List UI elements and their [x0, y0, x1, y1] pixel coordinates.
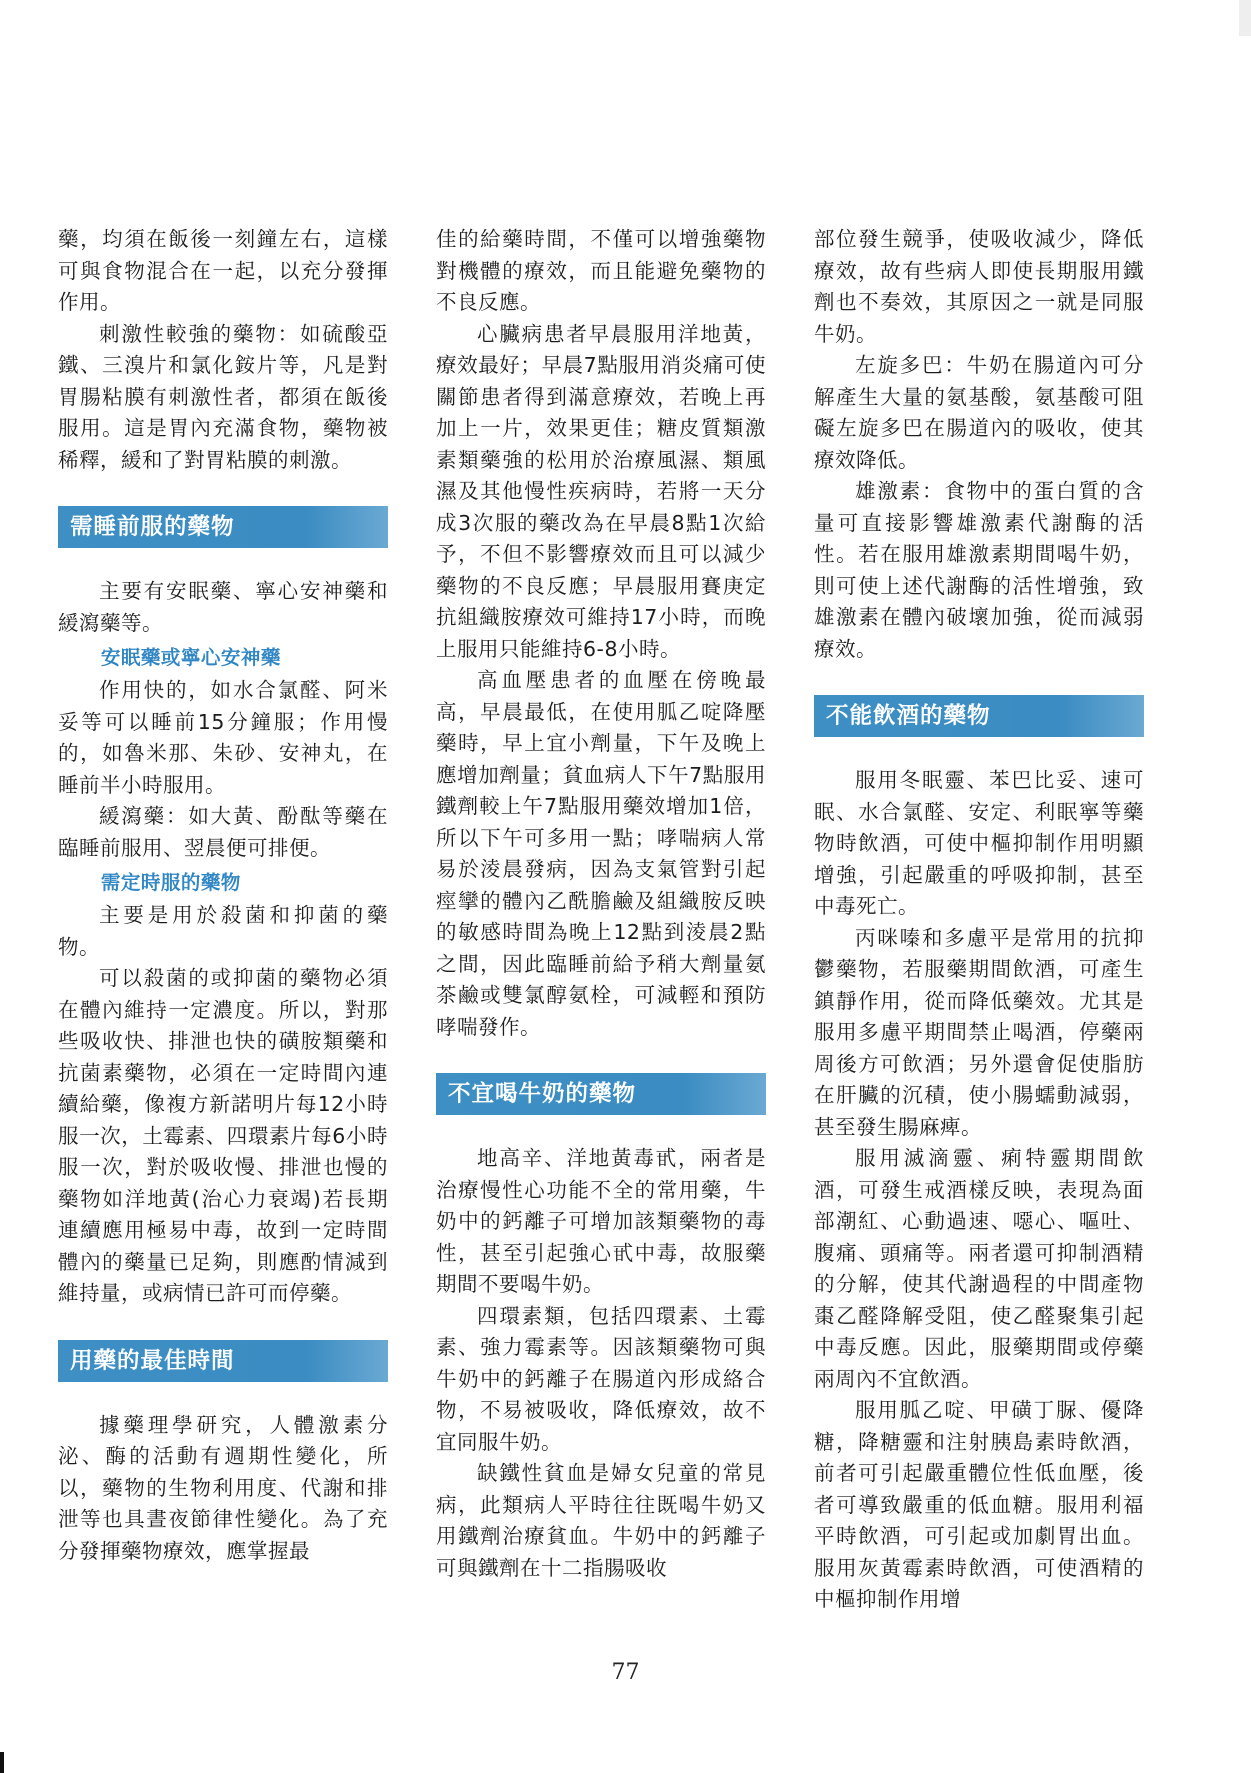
paragraph: 主要有安眠藥、寧心安神藥和緩瀉藥等。 [58, 579, 388, 635]
text-column-2 [436, 224, 766, 1584]
paragraph: 丙咪嗪和多慮平是常用的抗抑鬱藥物，若服藥期間飲酒，可產生鎮靜作用，從而降低藥效。尤其是服用多慮平期間禁止喝酒，停藥兩周後方可飲酒；另外還會促使脂肪在肝臟的沉積，使小腸蠕動減弱，甚至發生腸麻痺。 [814, 925, 1144, 1139]
paragraph: 部位發生競爭，使吸收減少，降低療效，故有些病人即使長期服用鐵劑也不奏效，其原因之一就是同服牛奶。 [814, 227, 1144, 346]
paragraph: 心臟病患者早晨服用洋地黃，療效最好；早晨7點服用消炎痛可使關節患者得到滿意療效，若晚上再加上一片，效果更佳；糖皮質類激素類藥強的松用於治療風濕、類風濕及其他慢性疾病時，若將一天分成3次服的藥改為在早晨8點1次給予，不但不影響療效而且可以減少藥物的不良反應；早晨服用賽庚定抗組織胺療效可維持17小時，而晚上服用只能維持6-8小時。 [436, 321, 766, 661]
page-number: 77 [611, 1660, 640, 1685]
page-corner-mark [1239, 0, 1251, 36]
paragraph: 藥，均須在飯後一刻鐘左右，這樣可與食物混合在一起，以充分發揮作用。 [58, 227, 388, 314]
paragraph: 作用快的，如水合氯醛、阿米妥等可以睡前15分鐘服；作用慢的，如魯米那、朱砂、安神丸，在睡前半小時服用。 [58, 678, 388, 797]
paragraph: 左旋多巴：牛奶在腸道內可分解產生大量的氨基酸，氨基酸可阻礙左旋多巴在腸道內的吸收，使其療效降低。 [814, 353, 1144, 472]
paragraph: 地高辛、洋地黃毒甙，兩者是治療慢性心功能不全的常用藥，牛奶中的鈣離子可增加該類藥物的毒性，甚至引起強心甙中毒，故服藥期間不要喝牛奶。 [436, 1146, 766, 1296]
section-heading: 用藥的最佳時間 [58, 1340, 388, 1382]
text-column-3 [814, 224, 1144, 1616]
section-heading: 不能飲酒的藥物 [814, 695, 1144, 737]
paragraph: 可以殺菌的或抑菌的藥物必須在體內維持一定濃度。所以，對那些吸收快、排泄也快的磺胺類藥和抗菌素藥物，必須在一定時間內連續給藥，像複方新諾明片每12小時服一次，土霉素、四環素片每6小時服一次，對於吸收慢、排泄也慢的藥物如洋地黃(治心力衰竭)若長期連續應用極易中毒，故到一定時間體內的藥量已足夠，則應酌情減到維持量，或病情已許可而停藥。 [58, 966, 388, 1305]
paragraph: 高血壓患者的血壓在傍晚最高，早晨最低，在使用胍乙啶降壓藥時，早上宜小劑量，下午及晚上應增加劑量；貧血病人下午7點服用鐵劑較上午7點服用藥效增加1倍，所以下午可多用一點；哮喘病人常易於淩晨發病，因為支氣管對引起痙攣的體內乙酰膽鹼及組織胺反映的敏感時間為晚上12點到淩晨2點之間，因此臨睡前給予稍大劑量氨茶鹼或雙氯醇氨栓，可減輕和預防哮喘發作。 [436, 668, 766, 1039]
subheading: 安眠藥或寧心安神藥 [100, 646, 281, 669]
paragraph: 四環素類，包括四環素、土霉素、強力霉素等。因該類藥物可與牛奶中的鈣離子在腸道內形成絡合物，不易被吸收，降低療效，故不宜同服牛奶。 [436, 1303, 766, 1454]
paragraph: 緩瀉藥：如大黃、酚酞等藥在臨睡前服用、翌晨便可排便。 [58, 804, 388, 860]
paragraph: 佳的給藥時間，不僅可以增強藥物對機體的療效，而且能避免藥物的不良反應。 [436, 227, 766, 314]
paragraph: 服用滅滴靈、痢特靈期間飲酒，可發生戒酒樣反映，表現為面部潮紅、心動過速、噁心、嘔吐、腹痛、頭痛等。兩者還可抑制酒精的分解，使其代謝過程的中間產物棗乙醛降解受阻，使乙醛聚集引起中毒反應。因此，服藥期間或停藥兩周內不宜飲酒。 [814, 1146, 1144, 1391]
scan-edge-mark [0, 1752, 4, 1773]
paragraph: 據藥理學研究，人體激素分泌、酶的活動有週期性變化，所以，藥物的生物利用度、代謝和排泄等也具晝夜節律性變化。為了充分發揮藥物療效，應掌握最 [58, 1412, 388, 1563]
paragraph: 服用冬眠靈、苯巴比妥、速可眠、水合氯醛、安定、利眠寧等藥物時飲酒，可使中樞抑制作用明顯增強，引起嚴重的呼吸抑制，甚至中毒死亡。 [814, 768, 1144, 918]
paragraph: 主要是用於殺菌和抑菌的藥物。 [58, 903, 388, 959]
section-heading: 需睡前服的藥物 [58, 506, 388, 548]
section-heading: 不宜喝牛奶的藥物 [436, 1073, 766, 1115]
paragraph: 缺鐵性貧血是婦女兒童的常見病，此類病人平時往往既喝牛奶又用鐵劑治療貧血。牛奶中的鈣離子可與鐵劑在十二指腸吸收 [436, 1461, 766, 1580]
paragraph: 雄激素：食物中的蛋白質的含量可直接影響雄激素代謝酶的活性。若在服用雄激素期間喝牛奶，則可使上述代謝酶的活性增強，致雄激素在體內破壞加強，從而減弱療效。 [814, 479, 1144, 661]
paragraph: 服用胍乙啶、甲磺丁脲、優降糖，降糖靈和注射胰島素時飲酒，前者可引起嚴重體位性低血壓，後者可導致嚴重的低血糖。服用利福平時飲酒，可引起或加劇胃出血。服用灰黃霉素時飲酒，可使酒精的中樞抑制作用增 [814, 1398, 1144, 1611]
subheading: 需定時服的藥物 [100, 871, 241, 894]
paragraph: 刺激性較強的藥物：如硫酸亞鐵、三溴片和氯化銨片等，凡是對胃腸粘膜有刺激性者，都須在飯後服用。這是胃內充滿食物，藥物被稀釋，緩和了對胃粘膜的刺激。 [58, 321, 388, 472]
text-column-1 [58, 224, 388, 1567]
